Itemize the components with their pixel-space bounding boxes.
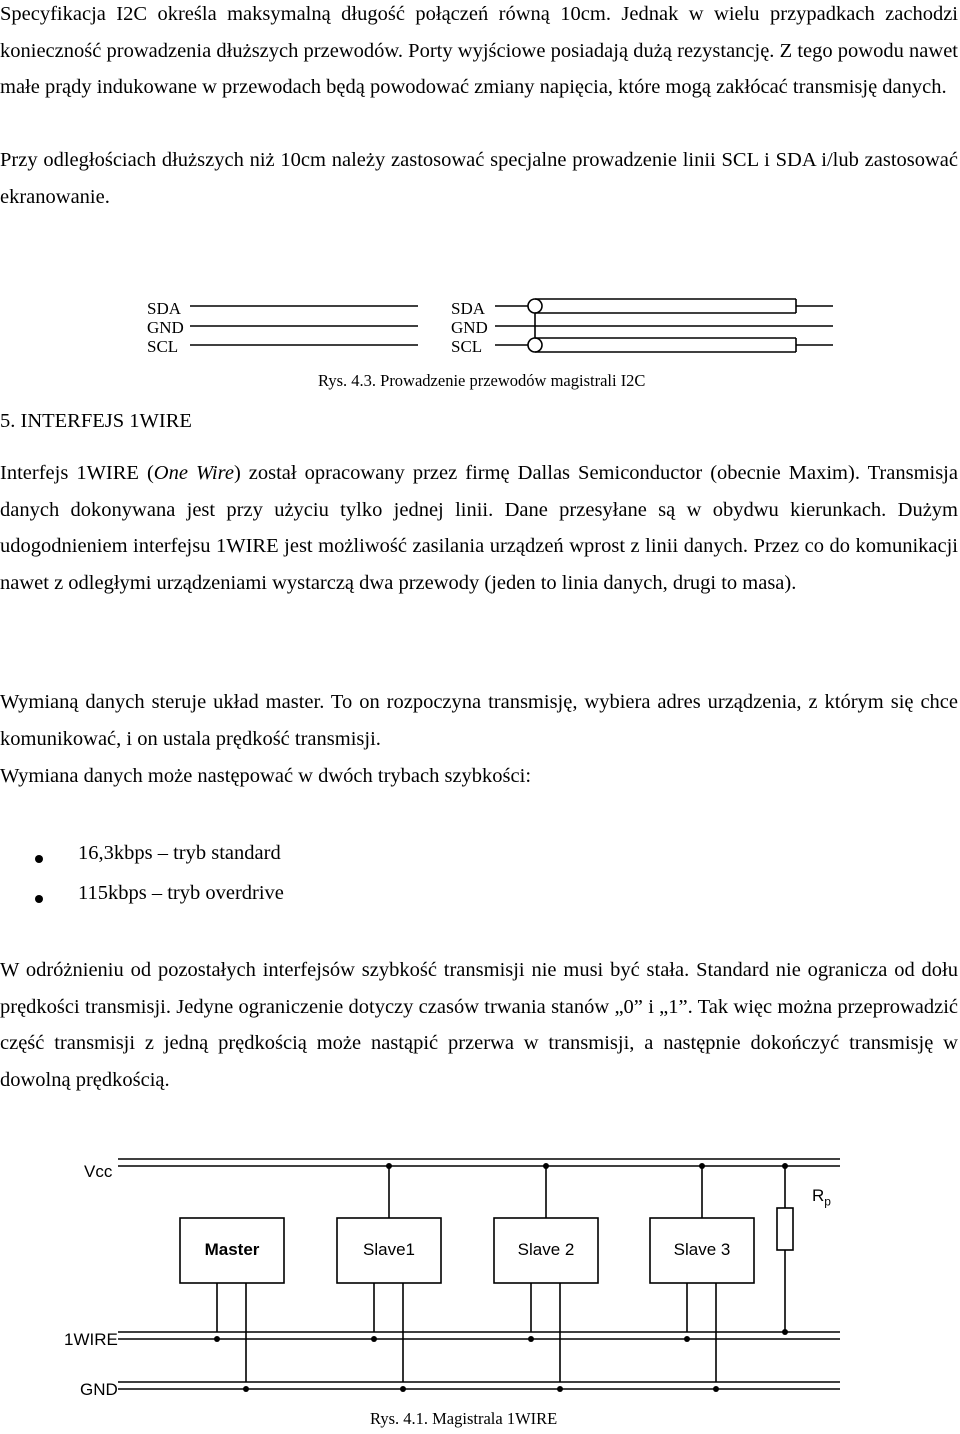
onewire-intro-paragraph <box>0 455 958 601</box>
onewire-bus-label: 1WIRE <box>64 1330 118 1349</box>
onewire-bus-figure <box>0 1150 960 1434</box>
rp-label-main: R <box>812 1186 825 1205</box>
right-label-scl: SCL <box>451 337 483 356</box>
speed-paragraph: W odróżnieniu od pozostałych interfejsów szybkość transmisji nie musi być stała. Standard nie ogranicza od dołu prędkości transmisji. Jedyne ograniczenie dotyczy czasów trwania stanów „0” i „1”. Tak więc można przeprowadzić część transmisji z jedną prędkością może nastąpić przerwa w transmisji, a następnie dokończyć transmisję w dowolną prędkością. <box>0 959 958 1091</box>
section-heading: 5. INTERFEJS 1WIRE <box>0 410 192 432</box>
bullet-icon <box>35 855 43 863</box>
list-item <box>0 882 960 910</box>
shielding-paragraph: Przy odległościach dłuższych niż 10cm należy zastosować specjalne prowadzenie linii SCL i SDA i/lub zastosować ekranowanie. <box>0 149 958 208</box>
gnd-bus-label: GND <box>80 1380 118 1399</box>
left-label-gnd: GND <box>147 318 184 337</box>
modes-intro-paragraph: Wymiana danych może następować w dwóch trybach szybkości: <box>0 765 532 787</box>
box-label-slave2: Slave 2 <box>517 1240 575 1259</box>
intro-paragraph: Specyfikacja I2C określa maksymalną długość połączeń równą 10cm. Jednak w wielu przypadkach zachodzi konieczność prowadzenia dłuższych przewodów. Porty wyjściowe posiadają dużą rezystancję. Z tego powodu nawet małe prądy indukowane w przewodach będą powodować zmiany napięcia, które mogą zakłócać transmisję danych. <box>0 3 958 98</box>
list-item-text: 115kbps – tryb overdrive <box>78 882 284 904</box>
list-item <box>0 842 960 870</box>
rp-label <box>812 1186 831 1208</box>
left-label-sda: SDA <box>147 299 182 318</box>
box-label-slave3: Slave 3 <box>673 1240 731 1259</box>
master-paragraph: Wymianą danych steruje układ master. To on rozpoczyna transmisję, wybiera adres urządzenia, z którym się chce komunikować, i on ustala prędkość transmisji. <box>0 691 958 750</box>
box-label-master: Master <box>204 1240 260 1259</box>
bullet-icon <box>35 895 43 903</box>
left-label-scl: SCL <box>147 337 179 356</box>
i2c-wiring-figure <box>0 290 960 400</box>
figure-caption-onewire: Rys. 4.1. Magistrala 1WIRE <box>370 1409 558 1428</box>
rp-label-sub: p <box>824 1194 831 1209</box>
figure-caption-i2c: Rys. 4.3. Prowadzenie przewodów magistrali I2C <box>318 371 646 390</box>
vcc-label: Vcc <box>84 1162 113 1181</box>
onewire-intro-text-b: ) został opracowany przez firmę Dallas Semiconductor (obecnie Maxim). Transmisja danych dokonywana jest przy użyciu tylko jednej linii. Dane przesyłane są w obydwu kierunkach. Dużym udogodnieniem interfejsu 1WIRE jest możliwość zasilania urządzeń wprost z linii danych. Przez co do komunikacji nawet z odległymi urządzeniami wystarczą dwa przewody (jeden to linia danych, drugi to masa). <box>0 462 958 594</box>
right-label-sda: SDA <box>451 299 486 318</box>
box-label-slave1: Slave1 <box>363 1240 415 1259</box>
onewire-intro-italic: One Wire <box>153 462 234 484</box>
onewire-intro-text-a: Interfejs 1WIRE ( <box>0 462 154 484</box>
list-item-text: 16,3kbps – tryb standard <box>78 842 281 864</box>
right-label-gnd: GND <box>451 318 488 337</box>
